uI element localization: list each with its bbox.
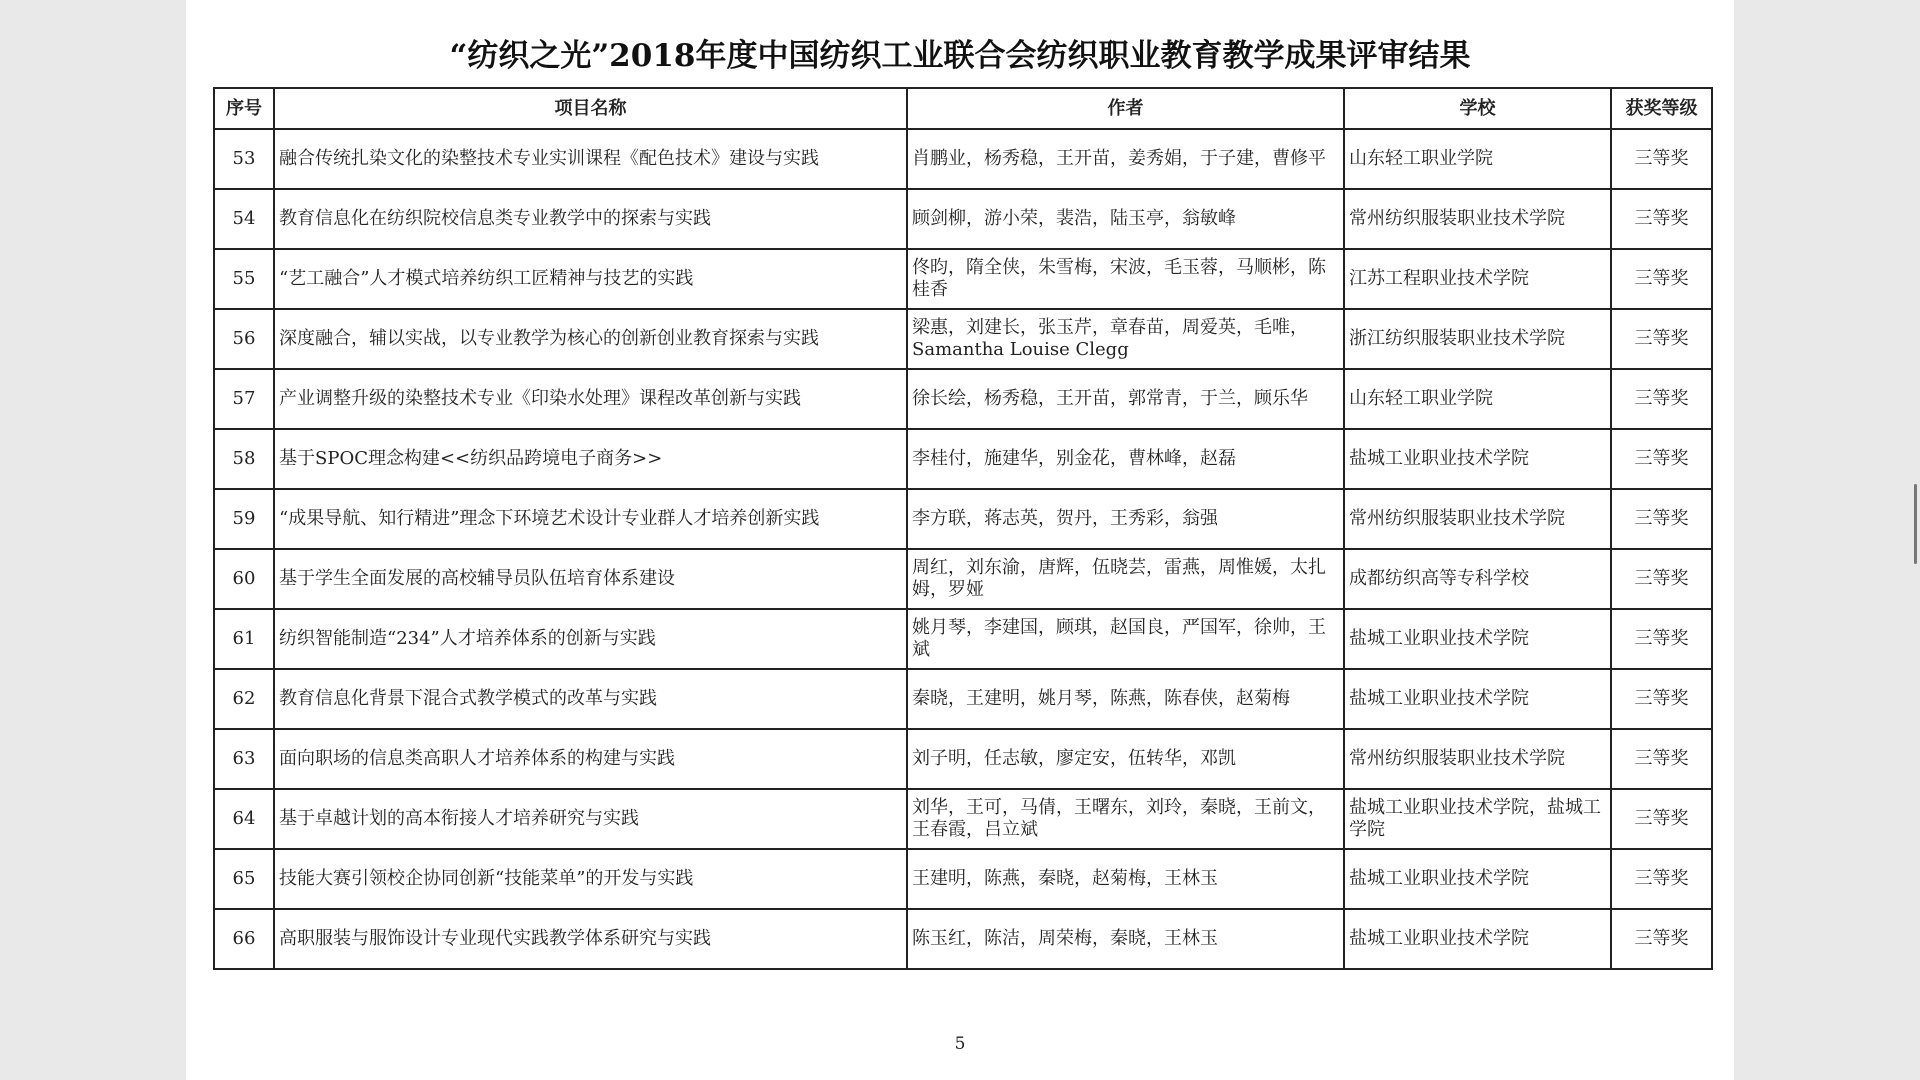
award-level: 三等奖 <box>1611 489 1712 549</box>
row-number: 63 <box>214 729 274 789</box>
project-name: 基于学生全面发展的高校辅导员队伍培育体系建设 <box>274 549 907 609</box>
project-name: 纺织智能制造“234”人才培养体系的创新与实践 <box>274 609 907 669</box>
table-row <box>214 909 1712 969</box>
school: 盐城工业职业技术学院 <box>1344 909 1611 969</box>
row-number: 64 <box>214 789 274 849</box>
award-level: 三等奖 <box>1611 429 1712 489</box>
authors: 肖鹏业，杨秀稳，王开苗，姜秀娟，于子建，曹修平 <box>907 129 1344 189</box>
authors: 刘子明，任志敏，廖定安，伍转华，邓凯 <box>907 729 1344 789</box>
school: 盐城工业职业技术学院 <box>1344 669 1611 729</box>
row-number: 59 <box>214 489 274 549</box>
table-row <box>214 489 1712 549</box>
project-name: 融合传统扎染文化的染整技术专业实训课程《配色技术》建设与实践 <box>274 129 907 189</box>
authors: 陈玉红，陈洁，周荣梅，秦晓，王林玉 <box>907 909 1344 969</box>
header-project-name: 项目名称 <box>274 88 907 129</box>
row-number: 62 <box>214 669 274 729</box>
table-row <box>214 549 1712 609</box>
school: 盐城工业职业技术学院 <box>1344 609 1611 669</box>
project-name: “成果导航、知行精进”理念下环境艺术设计专业群人才培养创新实践 <box>274 489 907 549</box>
project-name: 深度融合，辅以实战，以专业教学为核心的创新创业教育探索与实践 <box>274 309 907 369</box>
authors: 刘华，王可，马倩，王曙东，刘玲，秦晓，王前文，王春霞，吕立斌 <box>907 789 1344 849</box>
school: 浙江纺织服装职业技术学院 <box>1344 309 1611 369</box>
table-row <box>214 369 1712 429</box>
project-name: 教育信息化在纺织院校信息类专业教学中的探索与实践 <box>274 189 907 249</box>
school: 常州纺织服装职业技术学院 <box>1344 489 1611 549</box>
row-number: 58 <box>214 429 274 489</box>
award-level: 三等奖 <box>1611 129 1712 189</box>
authors: 姚月琴，李建国，顾琪，赵国良，严国军，徐帅，王斌 <box>907 609 1344 669</box>
authors: 徐长绘，杨秀稳，王开苗，郭常青，于兰，顾乐华 <box>907 369 1344 429</box>
school: 常州纺织服装职业技术学院 <box>1344 189 1611 249</box>
authors: 周红，刘东渝，唐辉，伍晓芸，雷燕，周惟媛，太扎姆，罗娅 <box>907 549 1344 609</box>
page-number: 5 <box>954 1034 966 1054</box>
table-row <box>214 189 1712 249</box>
row-number: 65 <box>214 849 274 909</box>
award-level: 三等奖 <box>1611 369 1712 429</box>
school: 山东轻工职业学院 <box>1344 369 1611 429</box>
award-level: 三等奖 <box>1611 609 1712 669</box>
row-number: 61 <box>214 609 274 669</box>
row-number: 55 <box>214 249 274 309</box>
table-row <box>214 609 1712 669</box>
school: 江苏工程职业技术学院 <box>1344 249 1611 309</box>
authors: 秦晓，王建明，姚月琴，陈燕，陈春侠，赵菊梅 <box>907 669 1344 729</box>
award-level: 三等奖 <box>1611 669 1712 729</box>
authors: 顾剑柳，游小荣，裴浩，陆玉亭，翁敏峰 <box>907 189 1344 249</box>
table-row <box>214 429 1712 489</box>
scrollbar-thumb[interactable] <box>1914 484 1917 564</box>
award-level: 三等奖 <box>1611 849 1712 909</box>
header-school: 学校 <box>1344 88 1611 129</box>
table-row <box>214 729 1712 789</box>
project-name: 基于SPOC理念构建<<纺织品跨境电子商务>> <box>274 429 907 489</box>
table-row <box>214 789 1712 849</box>
authors: 王建明，陈燕，秦晓，赵菊梅，王林玉 <box>907 849 1344 909</box>
table-row <box>214 669 1712 729</box>
authors: 李桂付，施建华，别金花，曹林峰，赵磊 <box>907 429 1344 489</box>
header-authors: 作者 <box>907 88 1344 129</box>
table-row <box>214 849 1712 909</box>
school: 成都纺织高等专科学校 <box>1344 549 1611 609</box>
header-no: 序号 <box>214 88 274 129</box>
school: 盐城工业职业技术学院，盐城工学院 <box>1344 789 1611 849</box>
school: 盐城工业职业技术学院 <box>1344 429 1611 489</box>
school: 常州纺织服装职业技术学院 <box>1344 729 1611 789</box>
project-name: 产业调整升级的染整技术专业《印染水处理》课程改革创新与实践 <box>274 369 907 429</box>
results-table <box>213 87 1713 970</box>
table-header-row <box>214 88 1712 129</box>
row-number: 56 <box>214 309 274 369</box>
table-row <box>214 309 1712 369</box>
project-name: “艺工融合”人才模式培养纺织工匠精神与技艺的实践 <box>274 249 907 309</box>
table-row <box>214 129 1712 189</box>
award-level: 三等奖 <box>1611 309 1712 369</box>
row-number: 57 <box>214 369 274 429</box>
school: 山东轻工职业学院 <box>1344 129 1611 189</box>
authors: 佟昀，隋全侠，朱雪梅，宋波，毛玉蓉，马顺彬，陈桂香 <box>907 249 1344 309</box>
project-name: 面向职场的信息类高职人才培养体系的构建与实践 <box>274 729 907 789</box>
row-number: 60 <box>214 549 274 609</box>
award-level: 三等奖 <box>1611 249 1712 309</box>
table-row <box>214 249 1712 309</box>
award-level: 三等奖 <box>1611 549 1712 609</box>
row-number: 66 <box>214 909 274 969</box>
header-award: 获奖等级 <box>1611 88 1712 129</box>
authors: 李方联，蒋志英，贺丹，王秀彩，翁强 <box>907 489 1344 549</box>
project-name: 高职服装与服饰设计专业现代实践教学体系研究与实践 <box>274 909 907 969</box>
school: 盐城工业职业技术学院 <box>1344 849 1611 909</box>
award-level: 三等奖 <box>1611 189 1712 249</box>
document-title: “纺织之光”2018年度中国纺织工业联合会纺织职业教育教学成果评审结果 <box>449 38 1471 74</box>
award-level: 三等奖 <box>1611 909 1712 969</box>
award-level: 三等奖 <box>1611 789 1712 849</box>
project-name: 技能大赛引领校企协同创新“技能菜单”的开发与实践 <box>274 849 907 909</box>
row-number: 54 <box>214 189 274 249</box>
row-number: 53 <box>214 129 274 189</box>
award-level: 三等奖 <box>1611 729 1712 789</box>
project-name: 教育信息化背景下混合式教学模式的改革与实践 <box>274 669 907 729</box>
project-name: 基于卓越计划的高本衔接人才培养研究与实践 <box>274 789 907 849</box>
document-page <box>186 0 1734 1080</box>
authors: 梁惠，刘建长，张玉芹，章春苗，周爱英，毛唯，Samantha Louise Clegg <box>907 309 1344 369</box>
